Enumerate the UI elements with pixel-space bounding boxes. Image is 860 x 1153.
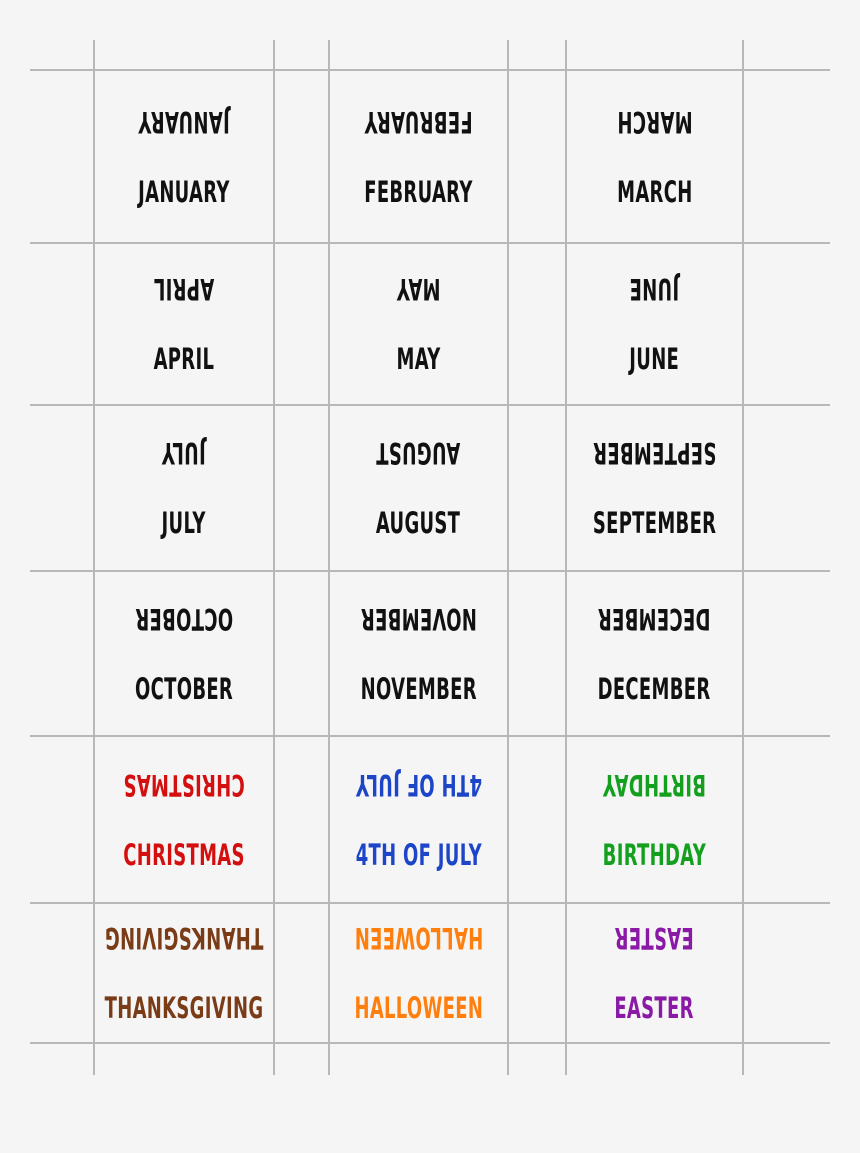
card-word: CHRISTMAS [123, 837, 245, 872]
upside-down-word: FEBRUARY [364, 104, 473, 139]
word-card [567, 71, 742, 242]
upside-down-word: SEPTEMBER [592, 436, 717, 470]
upside-down-word: MARCH [616, 104, 693, 139]
word-card [330, 904, 507, 1042]
card-word: JANUARY [138, 174, 230, 209]
grid-line-vertical [273, 40, 275, 1075]
card-word: FEBRUARY [364, 174, 473, 209]
card-word: AUGUST [376, 506, 461, 540]
grid-line-vertical [507, 40, 509, 1075]
word-card [567, 904, 742, 1042]
upside-down-word: JUNE [629, 272, 680, 306]
upside-down-word: NOVEMBER [360, 601, 477, 636]
word-card [567, 244, 742, 404]
upside-down-word: JANUARY [138, 104, 230, 139]
card-word: DECEMBER [598, 671, 711, 706]
upside-down-word: CHRISTMAS [123, 767, 245, 802]
word-card [95, 406, 273, 570]
upside-down-word: BIRTHDAY [602, 767, 707, 802]
upside-down-word: JULY [161, 436, 207, 470]
word-card [95, 737, 273, 902]
word-card [95, 572, 273, 735]
upside-down-word: THANKSGIVING [104, 921, 264, 955]
card-word: HALLOWEEN [354, 991, 483, 1025]
word-card [95, 904, 273, 1042]
grid-line-vertical [742, 40, 744, 1075]
card-word: OCTOBER [134, 671, 234, 706]
word-card [330, 406, 507, 570]
upside-down-word: AUGUST [376, 436, 461, 470]
card-word: EASTER [614, 991, 695, 1025]
word-card [567, 406, 742, 570]
upside-down-word: EASTER [614, 921, 695, 955]
card-word: APRIL [153, 342, 215, 376]
card-word: THANKSGIVING [104, 991, 264, 1025]
card-word: SEPTEMBER [592, 506, 717, 540]
word-card [330, 572, 507, 735]
word-card [330, 737, 507, 902]
word-card [330, 71, 507, 242]
card-word: JUNE [629, 342, 680, 376]
grid-line-horizontal [30, 1042, 830, 1044]
card-word: 4TH OF JULY [355, 837, 482, 872]
upside-down-word: APRIL [153, 272, 215, 306]
upside-down-word: OCTOBER [134, 601, 234, 636]
word-card [330, 244, 507, 404]
word-card [567, 572, 742, 735]
card-word: JULY [161, 506, 207, 540]
word-card [95, 71, 273, 242]
card-word: BIRTHDAY [602, 837, 707, 872]
card-word: NOVEMBER [360, 671, 477, 706]
word-card [95, 244, 273, 404]
card-word: MARCH [616, 174, 693, 209]
upside-down-word: MAY [396, 272, 441, 306]
word-card [567, 737, 742, 902]
upside-down-word: 4TH OF JULY [355, 767, 482, 802]
upside-down-word: HALLOWEEN [354, 921, 483, 955]
card-word: MAY [396, 342, 441, 376]
upside-down-word: DECEMBER [598, 601, 711, 636]
